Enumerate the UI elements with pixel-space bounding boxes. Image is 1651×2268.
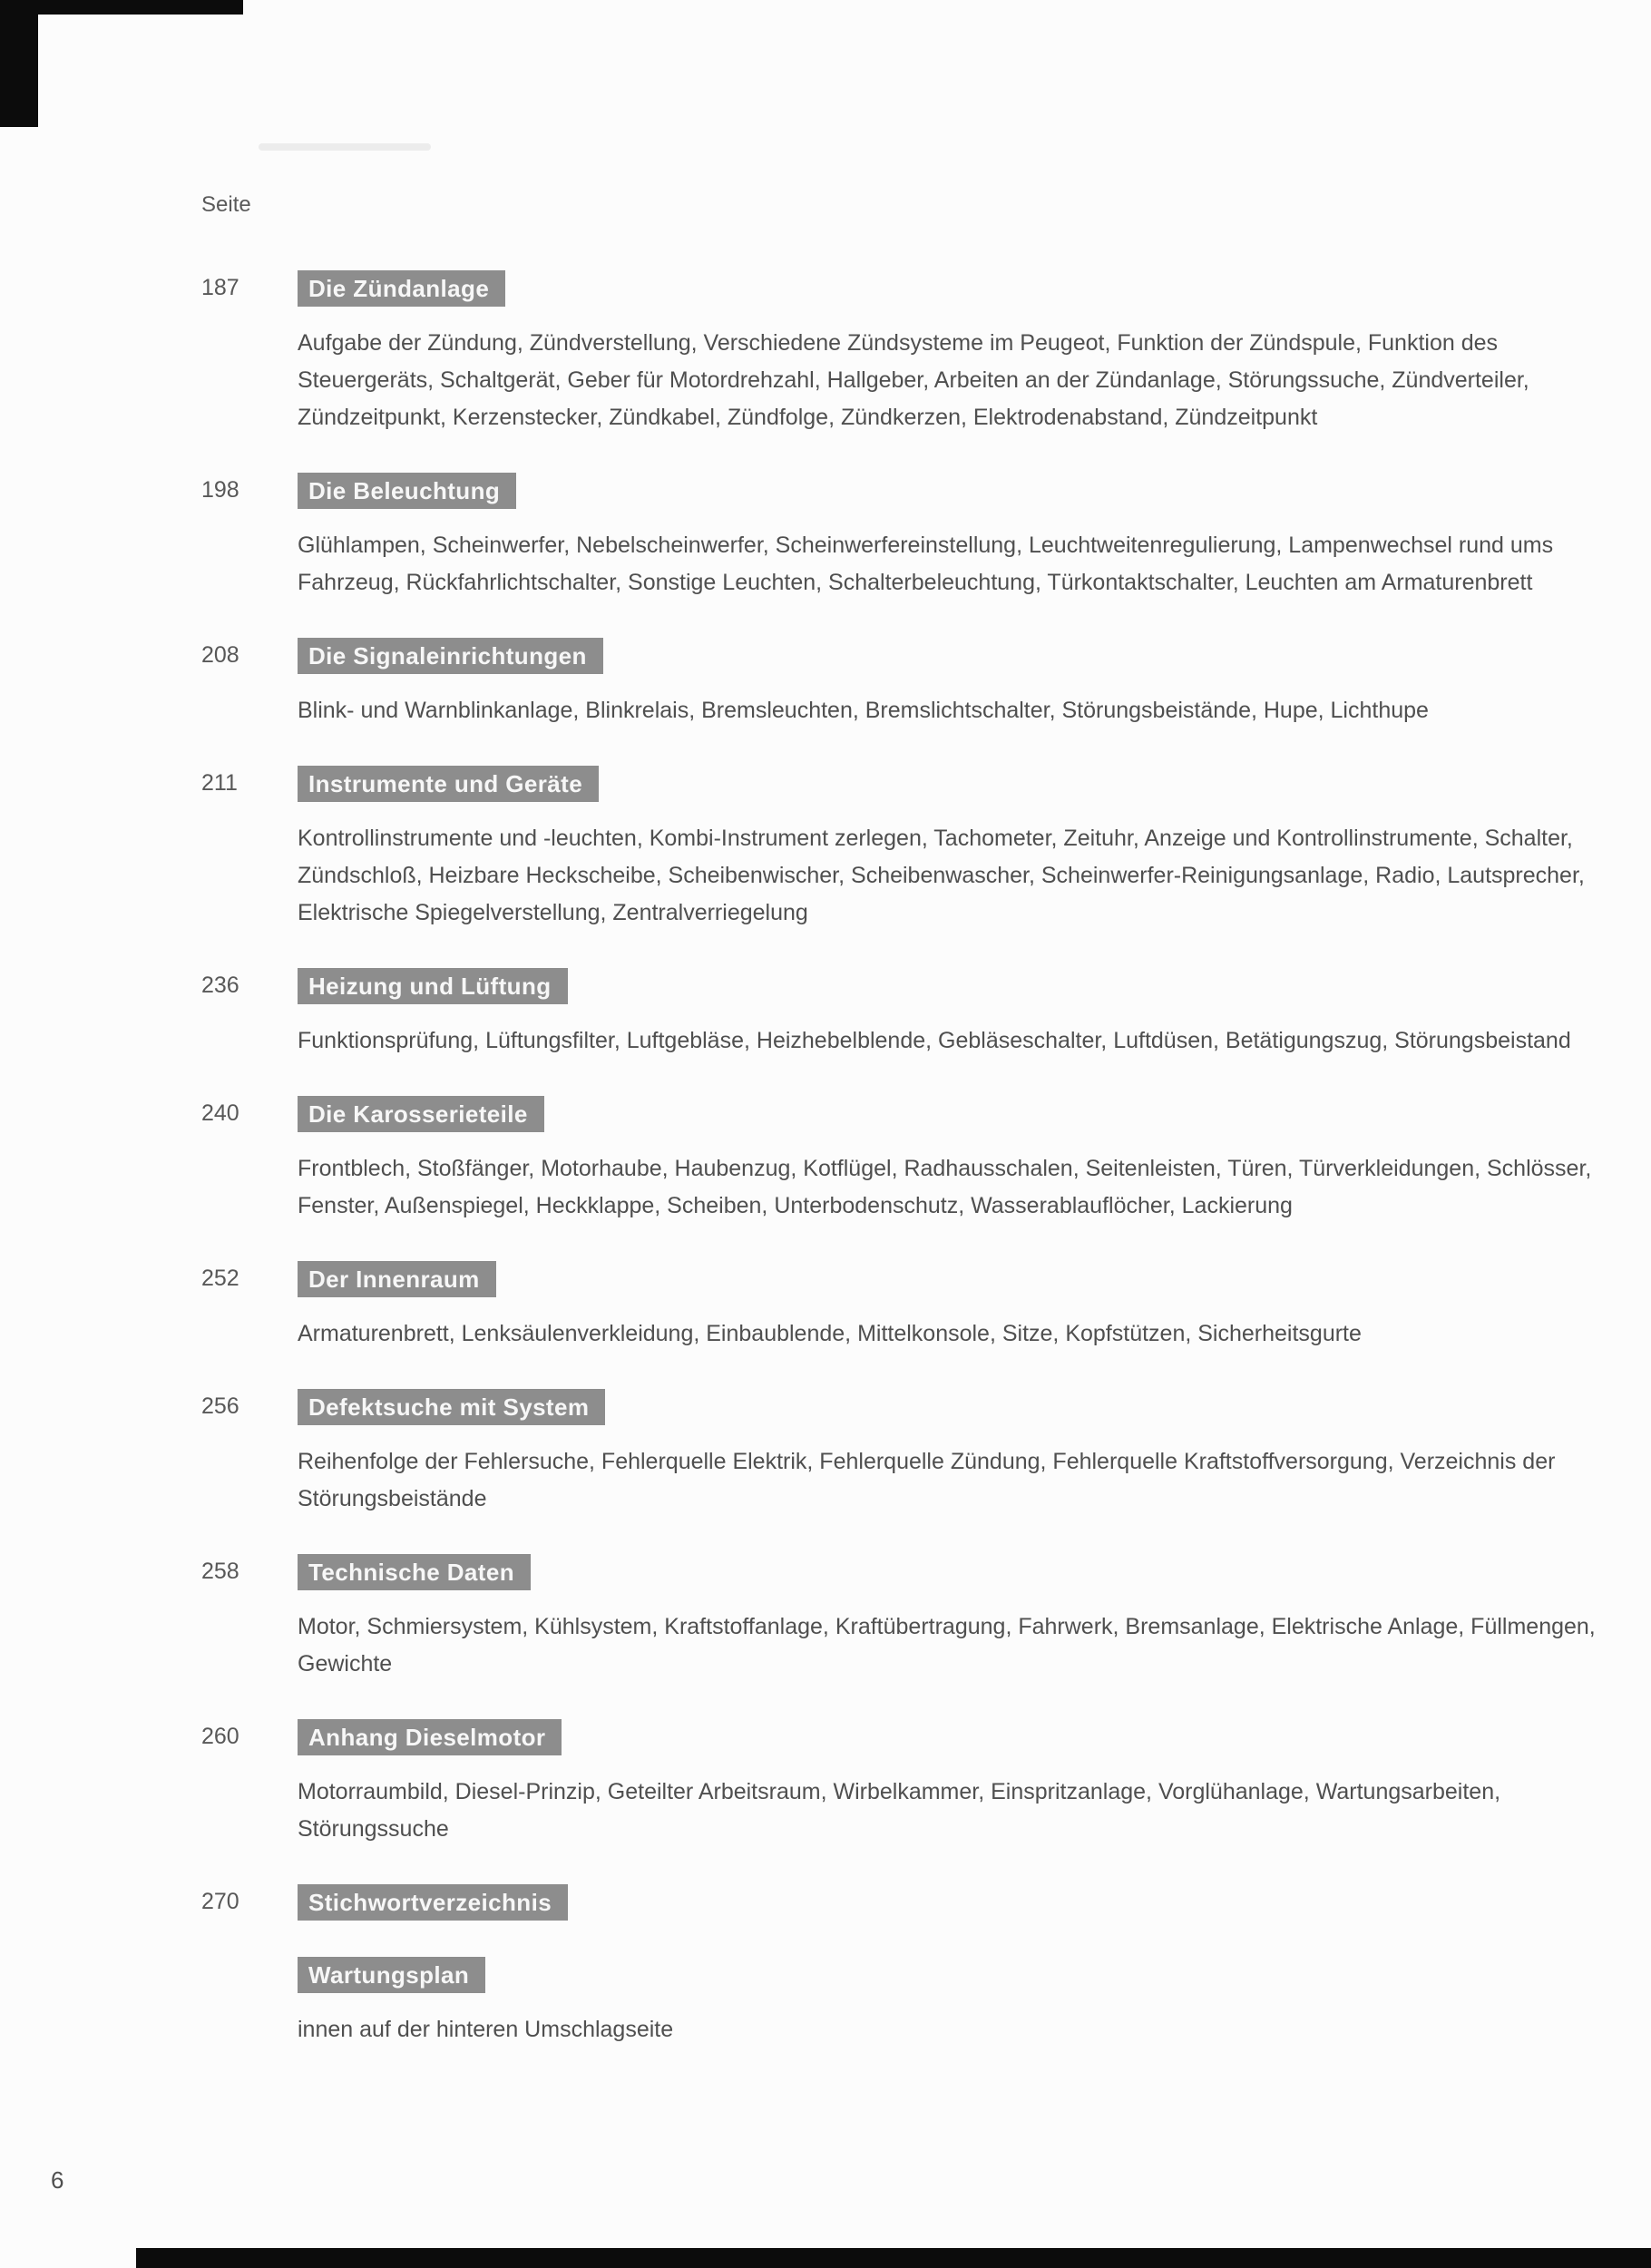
- table-of-contents: [201, 192, 1596, 2085]
- toc-entry: [201, 1261, 1562, 1353]
- entry-page-number: 258: [201, 1559, 239, 1584]
- entry-title: Instrumente und Geräte: [298, 766, 599, 802]
- toc-entry: [201, 1884, 1562, 1921]
- page-number: 6: [51, 2166, 64, 2194]
- entry-description: Blink- und Warnblinkanlage, Blinkrelais, Bremsleuchten, Bremslichtschalter, Störungsbeistände, Hupe, Lichthupe: [298, 698, 1429, 723]
- toc-entries: [201, 270, 1596, 2048]
- toc-entry-head: [201, 968, 1562, 1004]
- entry-page-number: 240: [201, 1100, 239, 1126]
- toc-entry-head: [201, 473, 1562, 509]
- entry-description: Armaturenbrett, Lenksäulenverkleidung, Einbaublende, Mittelkonsole, Sitze, Kopfstützen, Sicherheitsgurte: [298, 1321, 1362, 1346]
- toc-entry-head: [201, 1389, 1562, 1425]
- entry-title: Die Zündanlage: [298, 270, 505, 307]
- entry-title: Wartungsplan: [298, 1957, 485, 1993]
- entry-description: Motor, Schmiersystem, Kühlsystem, Kraftstoffanlage, Kraftübertragung, Fahrwerk, Bremsanlage, Elektrische Anlage, Füllmengen, Gewichte: [298, 1614, 1596, 1677]
- toc-entry: [201, 968, 1571, 1060]
- toc-entry: [201, 1957, 1562, 2048]
- toc-entry-head: [201, 1261, 1562, 1297]
- entry-page-number: 252: [201, 1266, 239, 1291]
- entry-description: Kontrollinstrumente und -leuchten, Kombi-Instrument zerlegen, Tachometer, Zeituhr, Anzeige und Kontrollinstrumente, Schalter, Zündschloß, Heizbare Heckscheibe, Scheibenwischer, Scheibenwascher, Scheinwerfer-Reinigungsanlage, Radio, Lautsprecher, Elektrische Spiegelverstellung, Zentralverriegelung: [298, 826, 1585, 925]
- toc-entry-head: [201, 270, 1562, 307]
- toc-entry-head: [201, 1719, 1562, 1755]
- entry-title: Technische Daten: [298, 1554, 531, 1590]
- toc-entry-head: [201, 1096, 1562, 1132]
- toc-entry: [201, 1719, 1562, 1848]
- entry-page-number: 236: [201, 973, 239, 998]
- entry-page-number: 208: [201, 642, 239, 668]
- toc-entry: [201, 270, 1562, 436]
- entry-page-number: 198: [201, 477, 239, 503]
- entry-description: Glühlampen, Scheinwerfer, Nebelscheinwerfer, Scheinwerfereinstellung, Leuchtweitenregulierung, Lampenwechsel rund ums Fahrzeug, Rückfahrlichtschalter, Sonstige Leuchten, Schalterbeleuchtung, Türkontaktschalter, Leuchten am Armaturenbrett: [298, 533, 1554, 595]
- toc-entry-head: [201, 1884, 1562, 1921]
- entry-title: Defektsuche mit System: [298, 1389, 605, 1425]
- entry-page-number: 270: [201, 1889, 239, 1914]
- entry-title: Die Beleuchtung: [298, 473, 516, 509]
- scan-artifact-top-left-horizontal: [0, 0, 243, 15]
- entry-page-number: 256: [201, 1393, 239, 1419]
- entry-description: Aufgabe der Zündung, Zündverstellung, Verschiedene Zündsysteme im Peugeot, Funktion der Zündspule, Funktion des Steuergeräts, Schaltgerät, Geber für Motordrehzahl, Hallgeber, Arbeiten an der Zündanlage, Störungssuche, Zündverteiler, Zündzeitpunkt, Kerzenstecker, Zündkabel, Zündfolge, Zündkerzen, Elektrodenabstand, Zündzeitpunkt: [298, 330, 1529, 430]
- entry-description: Motorraumbild, Diesel-Prinzip, Geteilter Arbeitsraum, Wirbelkammer, Einspritzanlage, Vorglühanlage, Wartungsarbeiten, Störungssuche: [298, 1779, 1501, 1842]
- entry-description: Funktionsprüfung, Lüftungsfilter, Luftgebläse, Heizhebelblende, Gebläseschalter, Luftdüsen, Betätigungszug, Störungsbeistand: [298, 1028, 1571, 1053]
- entry-description: Frontblech, Stoßfänger, Motorhaube, Haubenzug, Kotflügel, Radhausschalen, Seitenleisten, Türen, Türverkleidungen, Schlösser, Fenster, Außenspiegel, Heckklappe, Scheiben, Unterbodenschutz, Wasserablauflöcher, Lackierung: [298, 1156, 1592, 1218]
- toc-entry: [201, 1389, 1562, 1518]
- toc-entry: [201, 473, 1562, 601]
- toc-entry: [201, 638, 1562, 729]
- scan-artifact-bottom-bar: [136, 2248, 1651, 2268]
- entry-title: Die Signaleinrichtungen: [298, 638, 603, 674]
- toc-entry-head: [201, 638, 1562, 674]
- toc-entry: [201, 766, 1585, 932]
- entry-page-number: 211: [201, 770, 238, 796]
- entry-description: Reihenfolge der Fehlersuche, Fehlerquelle Elektrik, Fehlerquelle Zündung, Fehlerquelle Kraftstoffversorgung, Verzeichnis der Störungsbeistände: [298, 1449, 1556, 1511]
- entry-title: Die Karosserieteile: [298, 1096, 544, 1132]
- entry-description: innen auf der hinteren Umschlagseite: [298, 2017, 674, 2042]
- page-column-header: Seite: [201, 192, 251, 217]
- entry-title: Anhang Dieselmotor: [298, 1719, 562, 1755]
- entry-title: Heizung und Lüftung: [298, 968, 568, 1004]
- entry-title: Der Innenraum: [298, 1261, 496, 1297]
- toc-entry: [201, 1096, 1592, 1225]
- toc-entry: [201, 1554, 1596, 1683]
- scan-artifact-top-left-vertical: [0, 0, 38, 127]
- toc-entry-head: [201, 1554, 1562, 1590]
- scan-artifact-smudge: [259, 143, 431, 151]
- entry-page-number: 260: [201, 1724, 239, 1749]
- toc-entry-head: [201, 1957, 1562, 1993]
- entry-page-number: 187: [201, 275, 239, 300]
- entry-title: Stichwortverzeichnis: [298, 1884, 568, 1921]
- toc-entry-head: [201, 766, 1562, 802]
